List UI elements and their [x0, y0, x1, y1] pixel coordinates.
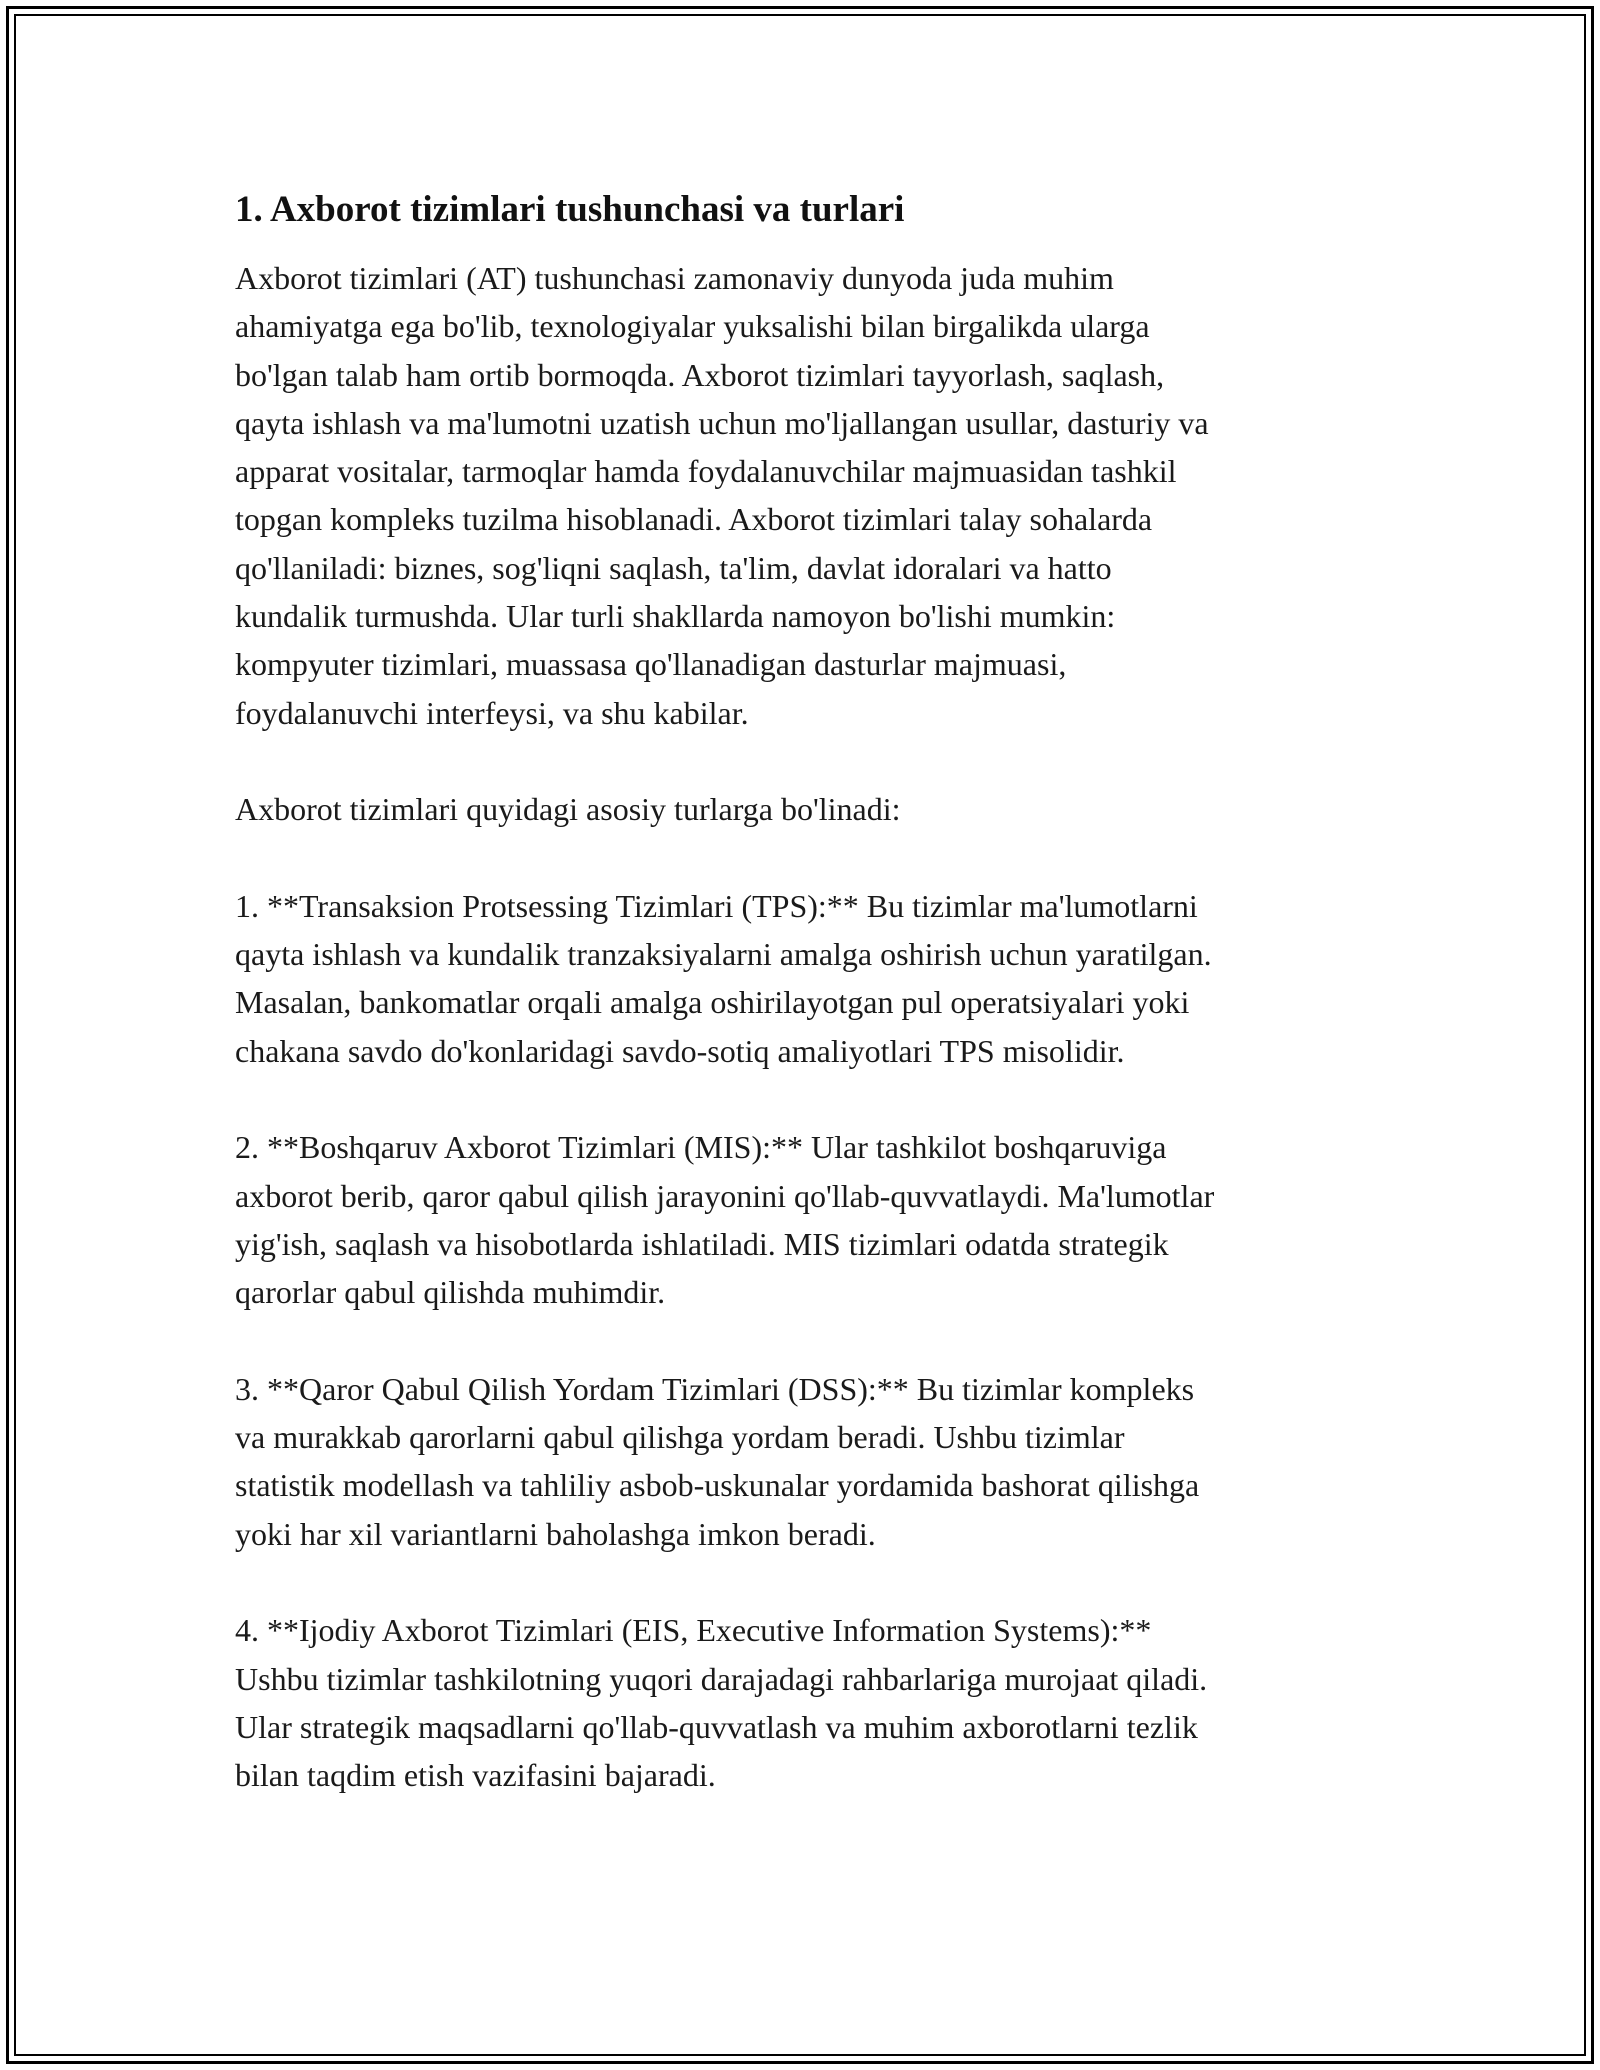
document-page [235, 186, 1375, 1848]
section-heading: 1. Axborot tizimlari tushunchasi va turlari [235, 189, 905, 230]
intro-paragraph: Axborot tizimlari (AT) tushunchasi zamonaviy dunyoda juda muhim ahamiyatga ega bo'lib, texnologiyalar yuksalishi bilan birgalikda ularga bo'lgan talab ham ortib bormoqda. Axborot tizimlari tayyorlash, saqlash, qayta ishlash va ma'lumotni uzatish uchun mo'ljallangan usullar, dasturiy va apparat vositalar, tarmoqlar hamda foydalanuvchilar majmuasidan tashkil topgan kompleks tuzilma hisoblanadi. Axborot tizimlari talay sohalarda qo'llaniladi: biznes, sog'liqni saqlash, ta'lim, davlat idoralari va hatto kundalik turmushda. Ular turli shakllarda namoyon bo'lishi mumkin: kompyuter tizimlari, muassasa qo'llanadigan dasturlar majmuasi, foydalanuvchi interfeysi, va shu kabilar. [235, 260, 1209, 731]
list-item-mis: 2. **Boshqaruv Axborot Tizimlari (MIS):** Ular tashkilot boshqaruviga axborot berib, qaror qabul qilish jarayonini qo'llab-quvvatlaydi. Ma'lumotlar yig'ish, saqlash va hisobotlarda ishlatiladi. MIS tizimlari odatda strategik qarorlar qabul qilishda muhimdir. [235, 1129, 1215, 1311]
types-intro-paragraph: Axborot tizimlari quyidagi asosiy turlarga bo'linadi: [235, 791, 901, 828]
list-item-eis: 4. **Ijodiy Axborot Tizimlari (EIS, Executive Information Systems):** Ushbu tizimlar tashkilotning yuqori darajadagi rahbarlariga murojaat qiladi. Ular strategik maqsadlarni qo'llab-quvvatlash va muhim axborotlarni tezlik bilan taqdim etish vazifasini bajaradi. [235, 1612, 1208, 1794]
list-item-tps: 1. **Transaksion Protsessing Tizimlari (TPS):** Bu tizimlar ma'lumotlarni qayta ishlash va kundalik tranzaksiyalarni amalga oshirish uchun yaratilgan. Masalan, bankomatlar orqali amalga oshirilayotgan pul operatsiyalari yoki chakana savdo do'konlaridagi savdo-sotiq amaliyotlari TPS misolidir. [235, 887, 1212, 1069]
list-item-dss: 3. **Qaror Qabul Qilish Yordam Tizimlari (DSS):** Bu tizimlar kompleks va murakkab qarorlarni qabul qilishga yordam beradi. Ushbu tizimlar statistik modellash va tahliliy asbob-uskunalar yordamida bashorat qilishga yoki har xil variantlarni baholashga imkon beradi. [235, 1370, 1200, 1552]
